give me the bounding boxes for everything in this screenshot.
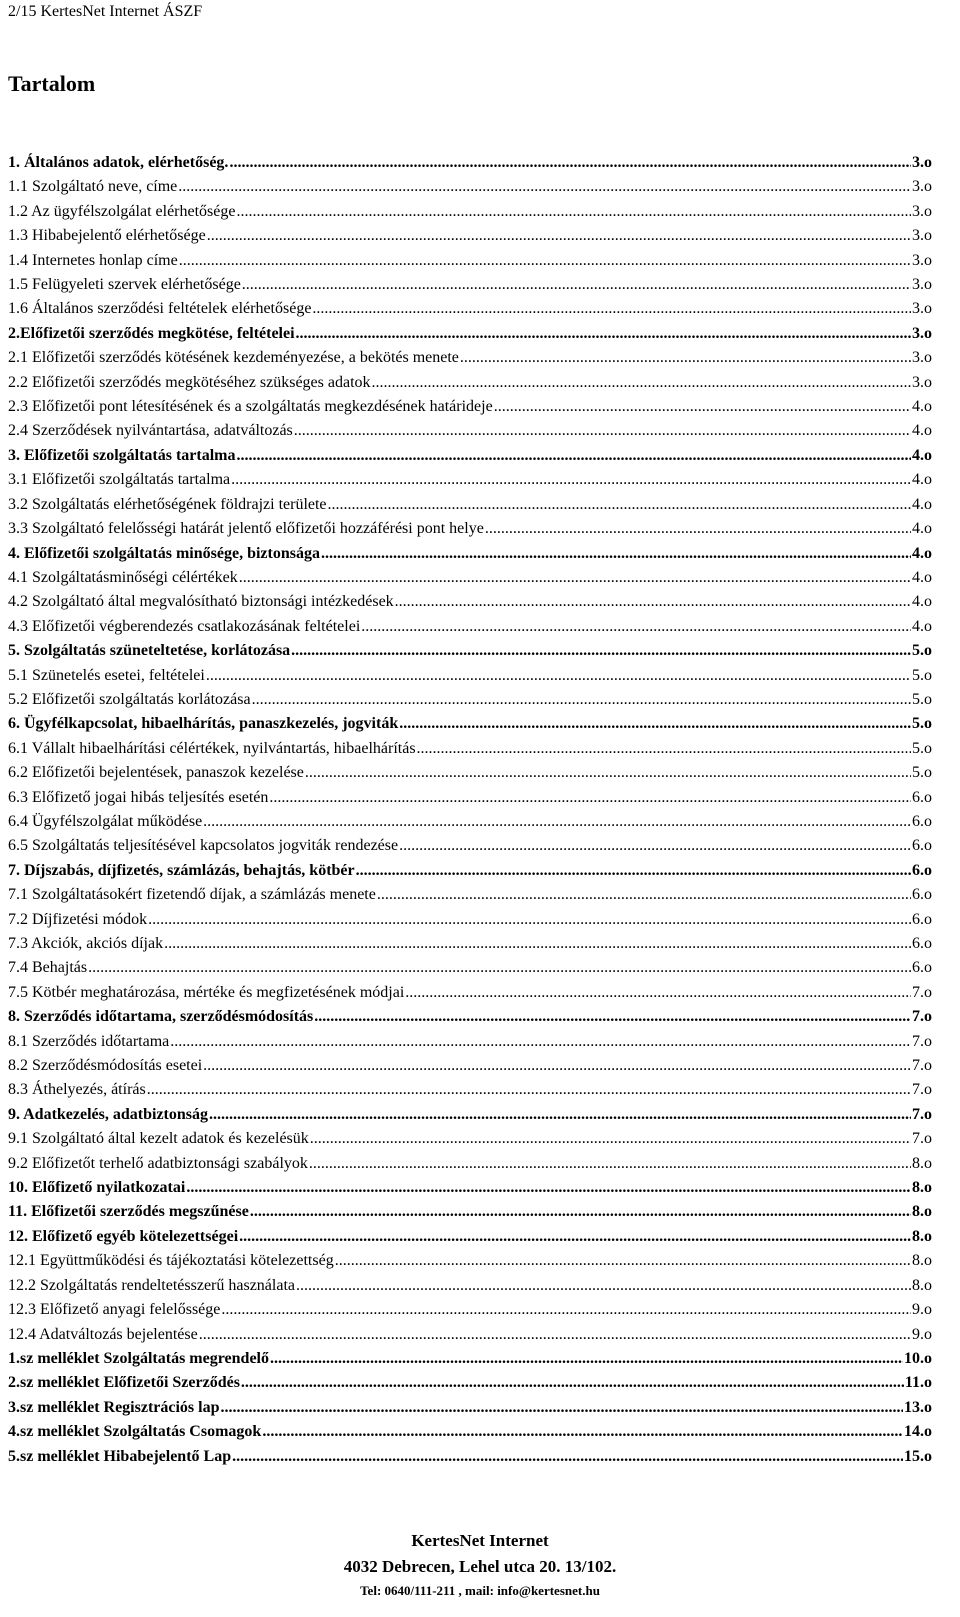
toc-dot-leader [179, 251, 911, 271]
toc-dot-leader [321, 544, 911, 564]
toc-entry-page: 9.o [912, 1325, 932, 1343]
toc-entry-page: 7.o [912, 1057, 932, 1075]
toc-entry-label: 5. Szolgáltatás szüneteltetése, korlátozása [8, 642, 291, 660]
toc-dot-leader [207, 226, 911, 246]
toc-entry-label: 7.2 Díjfizetési módok [8, 910, 148, 928]
toc-entry-page: 6.o [912, 837, 932, 855]
toc-entry-label: 8.2 Szerződésmódosítás esetei [8, 1057, 203, 1075]
toc-entry[interactable] [8, 299, 932, 323]
toc-entry-label: 3. Előfizetői szolgáltatás tartalma [8, 446, 236, 464]
toc-entry[interactable] [8, 397, 932, 421]
toc-entry[interactable] [8, 958, 932, 982]
toc-entry-label: 10. Előfizető nyilatkozatai [8, 1179, 186, 1197]
toc-entry-label: 8.1 Szerződés időtartama [8, 1032, 170, 1050]
toc-entry[interactable] [8, 568, 932, 592]
toc-dot-leader [405, 983, 911, 1003]
toc-entry-page: 7.o [912, 1081, 932, 1099]
toc-entry-label: 2.3 Előfizetői pont létesítésének és a szolgáltatás megkezdésének határideje [8, 398, 493, 416]
toc-entry-page: 4.o [912, 495, 932, 513]
toc-dot-leader [291, 641, 911, 661]
toc-dot-leader [178, 177, 911, 197]
toc-entry-page: 3.o [912, 276, 932, 294]
toc-entry-page: 4.o [912, 471, 932, 489]
toc-dot-leader [164, 934, 911, 954]
toc-entry[interactable] [8, 177, 932, 201]
toc-entry[interactable] [8, 202, 932, 226]
toc-entry-label: 6.5 Szolgáltatás teljesítésével kapcsolatos jogviták rendezése [8, 837, 399, 855]
toc-entry-page: 8.o [912, 1154, 932, 1172]
toc-entry[interactable] [8, 373, 932, 397]
toc-entry[interactable] [8, 348, 932, 372]
toc-entry-label: 9. Adatkezelés, adatbiztonság [8, 1105, 208, 1123]
toc-entry-page: 5.o [912, 666, 932, 684]
toc-dot-leader [148, 910, 911, 930]
toc-entry[interactable] [8, 885, 932, 909]
table-of-contents [8, 153, 932, 1471]
toc-entry-page: 6.o [912, 910, 932, 928]
toc-entry[interactable] [8, 617, 932, 641]
toc-entry[interactable] [8, 324, 932, 348]
toc-dot-leader [232, 1447, 903, 1467]
toc-entry-label: 8. Szerződés időtartama, szerződésmódosítás [8, 1008, 314, 1026]
toc-entry[interactable] [8, 470, 932, 494]
toc-entry-page: 6.o [912, 812, 932, 830]
toc-entry-page: 5.o [912, 739, 932, 757]
toc-entry[interactable] [8, 153, 932, 177]
toc-entry[interactable] [8, 1154, 932, 1178]
toc-entry[interactable] [8, 641, 932, 665]
toc-entry-label: 12.4 Adatváltozás bejelentése [8, 1325, 198, 1343]
toc-entry-page: 7.o [912, 1105, 932, 1123]
toc-dot-leader [241, 1373, 904, 1393]
toc-dot-leader [270, 1349, 903, 1369]
toc-entry-page: 4.o [912, 398, 932, 416]
toc-entry-page: 11.o [904, 1374, 932, 1392]
page-header: 2/15 KertesNet Internet ÁSZF [8, 3, 203, 20]
toc-entry[interactable] [8, 788, 932, 812]
toc-entry[interactable] [8, 983, 932, 1007]
toc-entry-page: 6.o [912, 935, 932, 952]
toc-entry[interactable] [8, 544, 932, 568]
toc-entry-label: 1.1 Szolgáltató neve, címe [8, 178, 178, 196]
toc-entry-label: 8.3 Áthelyezés, átírás [8, 1081, 146, 1099]
toc-entry-page: 4.o [912, 593, 932, 611]
toc-dot-leader [252, 690, 911, 710]
toc-entry[interactable] [8, 1129, 932, 1153]
toc-entry-page: 3.o [912, 324, 932, 342]
toc-entry-label: 2.sz melléklet Előfizetői Szerződés [8, 1374, 240, 1392]
toc-entry-label: 4.sz melléklet Szolgáltatás Csomagok [8, 1423, 262, 1441]
toc-dot-leader [262, 1422, 903, 1442]
toc-entry-label: 7. Díjszabás, díjfizetés, számlázás, behajtás, kötbér [8, 861, 355, 879]
toc-entry[interactable] [8, 1032, 932, 1056]
toc-dot-leader [203, 812, 911, 832]
toc-entry[interactable] [8, 861, 932, 885]
toc-dot-leader [312, 299, 911, 319]
toc-entry[interactable] [8, 1227, 932, 1251]
toc-dot-leader [335, 1251, 911, 1271]
toc-entry-page: 4.o [912, 544, 932, 562]
toc-dot-leader [199, 1325, 911, 1345]
toc-entry[interactable] [8, 1251, 932, 1275]
toc-entry-page: 7.o [912, 1008, 932, 1026]
footer-company: KertesNet Internet [411, 1531, 549, 1550]
toc-dot-leader [242, 275, 911, 295]
toc-entry-label: 5.sz melléklet Hibabejelentő Lap [8, 1447, 232, 1465]
toc-entry[interactable] [8, 1447, 932, 1471]
toc-entry-label: 3.3 Szolgáltató felelősségi határát jelentő előfizetői hozzáférési pont helye [8, 520, 484, 538]
toc-entry-label: 1.6 Általános szerződési feltételek elérhetősége [8, 300, 312, 318]
toc-entry-label: 6.4 Ügyfélszolgálat működése [8, 812, 203, 830]
toc-entry-label: 1.5 Felügyeleti szervek elérhetősége [8, 276, 241, 294]
toc-entry[interactable] [8, 421, 932, 445]
toc-entry[interactable] [8, 1105, 932, 1129]
toc-entry[interactable] [8, 812, 932, 836]
toc-entry-label: 4.1 Szolgáltatásminőségi célértékek [8, 568, 238, 586]
toc-entry[interactable] [8, 1202, 932, 1226]
toc-entry-page: 7.o [912, 1130, 932, 1148]
toc-entry-label: 3.2 Szolgáltatás elérhetőségének földrajzi területe [8, 495, 327, 513]
toc-dot-leader [221, 1398, 904, 1418]
toc-dot-leader [296, 1276, 911, 1296]
toc-entry-label: 4. Előfizetői szolgáltatás minősége, biztonsága [8, 544, 320, 562]
toc-entry-label: 11. Előfizetői szerződés megszűnése [8, 1203, 249, 1221]
toc-dot-leader [361, 617, 911, 637]
toc-entry-label: 1.2 Az ügyfélszolgálat elérhetősége [8, 202, 236, 220]
toc-entry-label: 3.1 Előfizetői szolgáltatás tartalma [8, 471, 231, 489]
toc-entry-label: 1.4 Internetes honlap címe [8, 251, 178, 269]
toc-entry-page: 4.o [912, 446, 932, 464]
toc-dot-leader [328, 495, 911, 515]
toc-entry[interactable] [8, 836, 932, 860]
toc-entry-label: 9.1 Szolgáltató által kezelt adatok és kezelésük [8, 1130, 309, 1148]
toc-entry-page: 3.o [912, 227, 932, 245]
toc-entry[interactable] [8, 1007, 932, 1031]
toc-dot-leader [237, 446, 912, 466]
toc-entry-label: 12.1 Együttműködési és tájékoztatási kötelezettség [8, 1252, 334, 1270]
toc-entry-label: 12. Előfizető egyéb kötelezettségei [8, 1227, 239, 1245]
toc-entry[interactable] [8, 763, 932, 787]
toc-entry[interactable] [8, 1178, 932, 1202]
toc-entry-page: 8.o [912, 1252, 932, 1270]
toc-entry-label: 12.2 Szolgáltatás rendeltetésszerű használata [8, 1276, 295, 1294]
toc-entry-label: 6.3 Előfizető jogai hibás teljesítés esetén [8, 788, 269, 806]
toc-entry-page: 3.o [912, 202, 932, 220]
toc-dot-leader [310, 1129, 911, 1149]
toc-entry[interactable] [8, 1398, 932, 1422]
toc-entry[interactable] [8, 1276, 932, 1300]
footer-address: 4032 Debrecen, Lehel utca 20. 13/102. [343, 1557, 617, 1576]
toc-entry-page: 4.o [912, 568, 932, 586]
toc-dot-leader [399, 714, 911, 734]
toc-entry-page: 4.o [912, 617, 932, 635]
toc-entry-page: 3.o [912, 178, 932, 196]
toc-entry[interactable] [8, 1422, 932, 1446]
toc-entry-label: 3.sz melléklet Regisztrációs lap [8, 1398, 220, 1416]
toc-entry[interactable] [8, 1080, 932, 1104]
toc-entry-label: 4.3 Előfizetői végberendezés csatlakozásának feltételei [8, 617, 361, 635]
toc-dot-leader [170, 1032, 911, 1052]
toc-entry-label: 2.Előfizetői szerződés megkötése, feltételei [8, 324, 295, 342]
toc-entry-page: 5.o [912, 690, 932, 708]
toc-entry-page: 3.o [912, 154, 932, 171]
toc-entry[interactable] [8, 251, 932, 275]
toc-entry[interactable] [8, 592, 932, 616]
toc-dot-leader [203, 1056, 911, 1076]
toc-entry-page: 9.o [912, 1301, 932, 1319]
toc-entry-page: 6.o [912, 886, 932, 904]
toc-entry-page: 7.o [912, 1032, 932, 1050]
toc-entry-page: 6.o [912, 959, 932, 977]
toc-dot-leader [460, 348, 911, 368]
toc-dot-leader [239, 1227, 911, 1247]
toc-entry[interactable] [8, 519, 932, 543]
toc-entry-page: 7.o [912, 983, 932, 1001]
toc-dot-leader [296, 324, 911, 344]
toc-dot-leader [377, 885, 911, 905]
toc-entry-label: 7.3 Akciók, akciós díjak [8, 935, 164, 952]
toc-dot-leader [494, 397, 911, 417]
toc-entry-page: 13.o [904, 1398, 932, 1416]
toc-entry-label: 7.1 Szolgáltatásokért fizetendő díjak, a számlázás menete [8, 886, 376, 904]
toc-entry-page: 8.o [912, 1203, 932, 1221]
toc-entry[interactable] [8, 1056, 932, 1080]
toc-entry-page: 6.o [912, 861, 932, 879]
toc-entry[interactable] [8, 275, 932, 299]
toc-dot-leader [221, 1300, 911, 1320]
toc-entry-label: 2.1 Előfizetői szerződés kötésének kezdeményezése, a bekötés menete [8, 349, 459, 367]
toc-dot-leader [209, 1105, 911, 1125]
toc-entry-page: 15.o [904, 1447, 932, 1465]
toc-entry[interactable] [8, 446, 932, 470]
toc-entry-page: 10.o [904, 1349, 932, 1367]
toc-entry[interactable] [8, 1349, 932, 1373]
toc-entry-label: 7.4 Behajtás [8, 959, 88, 977]
toc-dot-leader [229, 153, 911, 173]
toc-entry[interactable] [8, 226, 932, 250]
toc-dot-leader [88, 958, 911, 978]
toc-entry[interactable] [8, 739, 932, 763]
toc-entry[interactable] [8, 934, 932, 958]
toc-dot-leader [395, 592, 911, 612]
toc-entry[interactable] [8, 910, 932, 934]
toc-dot-leader [485, 519, 911, 539]
toc-dot-leader [186, 1178, 911, 1198]
toc-dot-leader [294, 421, 911, 441]
toc-dot-leader [236, 202, 911, 222]
toc-entry[interactable] [8, 495, 932, 519]
toc-entry-label: 5.1 Szünetelés esetei, feltételei [8, 666, 205, 684]
toc-entry-page: 8.o [912, 1179, 932, 1197]
toc-entry-page: 3.o [912, 251, 932, 269]
toc-dot-leader [269, 788, 911, 808]
page-footer [0, 1530, 960, 1600]
toc-entry-page: 3.o [912, 373, 932, 391]
toc-entry-page: 5.o [912, 642, 932, 660]
toc-dot-leader [206, 666, 911, 686]
toc-entry[interactable] [8, 1300, 932, 1324]
toc-entry[interactable] [8, 1373, 932, 1397]
toc-entry-page: 3.o [912, 349, 932, 367]
toc-entry-page: 4.o [912, 520, 932, 538]
toc-dot-leader [356, 861, 911, 881]
toc-dot-leader [399, 836, 911, 856]
toc-entry-page: 6.o [912, 788, 932, 806]
toc-entry-label: 9.2 Előfizetőt terhelő adatbiztonsági szabályok [8, 1154, 308, 1172]
toc-entry-page: 4.o [912, 422, 932, 440]
toc-dot-leader [305, 763, 911, 783]
toc-entry-label: 1. Általános adatok, elérhetőség. [8, 154, 229, 171]
toc-entry-label: 4.2 Szolgáltató által megvalósítható biztonsági intézkedések [8, 593, 394, 611]
toc-entry-label: 1.3 Hibabejelentő elérhetősége [8, 227, 206, 245]
toc-entry-label: 12.3 Előfizető anyagi felelőssége [8, 1301, 221, 1319]
toc-entry-page: 8.o [912, 1276, 932, 1294]
toc-dot-leader [147, 1080, 911, 1100]
toc-entry-label: 2.2 Előfizetői szerződés megkötéséhez szükséges adatok [8, 373, 371, 391]
toc-entry-label: 2.4 Szerződések nyilvántartása, adatváltozás [8, 422, 293, 440]
toc-entry-label: 6. Ügyfélkapcsolat, hibaelhárítás, panaszkezelés, jogviták [8, 715, 399, 733]
toc-dot-leader [314, 1007, 911, 1027]
toc-entry-page: 8.o [912, 1227, 932, 1245]
toc-dot-leader [250, 1202, 911, 1222]
footer-contact: Tel: 0640/111-211 , mail: info@kertesnet.hu [360, 1583, 600, 1598]
toc-entry-page: 3.o [912, 300, 932, 318]
toc-entry-page: 5.o [912, 764, 932, 782]
toc-dot-leader [309, 1154, 911, 1174]
toc-dot-leader [372, 373, 911, 393]
toc-dot-leader [239, 568, 911, 588]
toc-entry-label: 7.5 Kötbér meghatározása, mértéke és megfizetésének módjai [8, 983, 405, 1001]
toc-entry-label: 6.1 Vállalt hibaelhárítási célértékek, nyilvántartás, hibaelhárítás [8, 739, 416, 757]
toc-title: Tartalom [8, 71, 96, 96]
toc-dot-leader [417, 739, 911, 759]
toc-entry-page: 14.o [904, 1423, 932, 1441]
toc-entry[interactable] [8, 714, 932, 738]
toc-entry[interactable] [8, 690, 932, 714]
toc-entry[interactable] [8, 1325, 932, 1349]
toc-entry-page: 5.o [912, 715, 932, 733]
toc-entry-label: 6.2 Előfizetői bejelentések, panaszok kezelése [8, 764, 304, 782]
toc-entry-label: 5.2 Előfizetői szolgáltatás korlátozása [8, 690, 251, 708]
toc-dot-leader [231, 470, 911, 490]
toc-entry[interactable] [8, 666, 932, 690]
toc-entry-label: 1.sz melléklet Szolgáltatás megrendelő [8, 1349, 269, 1367]
